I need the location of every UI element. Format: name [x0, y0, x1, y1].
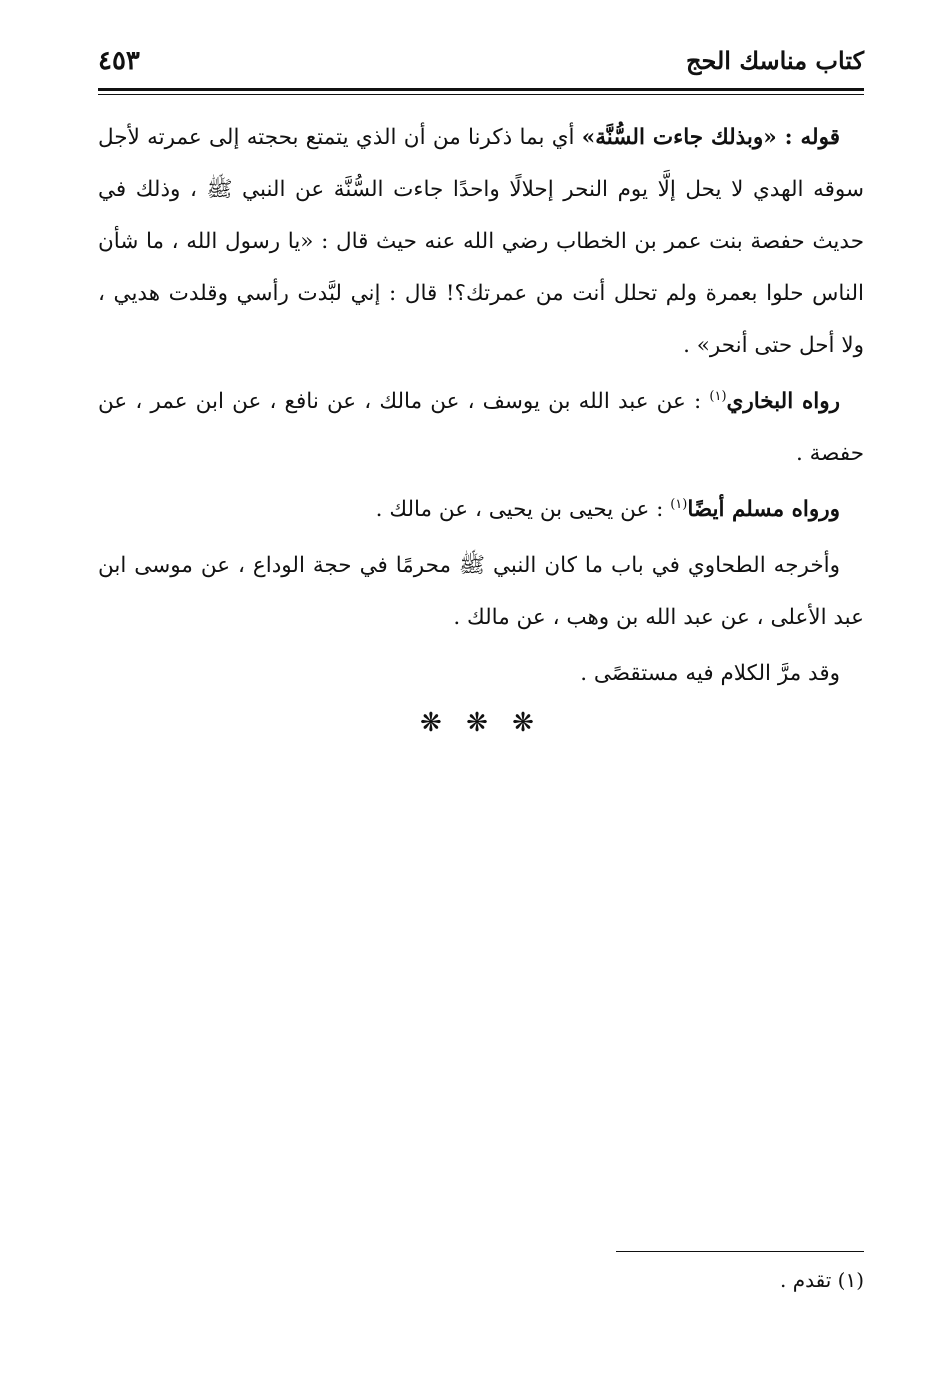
- main-text: [98, 112, 864, 700]
- footnote-rule: [616, 1251, 864, 1252]
- paragraph-text: : عن عبد الله بن يوسف ، عن مالك ، عن نافع ، عن ابن عمر ، عن حفصة .: [98, 389, 864, 466]
- paragraph-closing: [98, 648, 864, 700]
- footnote-marker: (١): [709, 388, 727, 404]
- section-separator: ❋ ❋ ❋: [420, 708, 542, 738]
- paragraph-text: وأخرجه الطحاوي في باب ما كان النبي ﷺ محرمًا في حجة الوداع ، عن موسى ابن عبد الأعلى ، عن عبد الله بن وهب ، عن مالك .: [98, 553, 864, 630]
- header-rule-thick: [98, 88, 864, 91]
- footnote: (١) تقدم .: [779, 1268, 864, 1292]
- paragraph-text: وقد مرَّ الكلام فيه مستقصًى .: [580, 661, 840, 686]
- paragraph-lead: قوله : «وبذلك جاءت السُّنَّة»: [581, 125, 840, 150]
- paragraph-muslim: [98, 484, 864, 536]
- header-rule-thin: [98, 94, 864, 95]
- paragraph-text: : عن يحيى بن يحيى ، عن مالك .: [375, 497, 671, 522]
- paragraph-text: أي بما ذكرنا من أن الذي يتمتع بحجته إلى عمرته لأجل سوقه الهدي لا يحل إلَّا يوم النحر إحلالًا واحدًا جاءت السُّنَّة عن النبي ﷺ ، وذلك في حديث حفصة بنت عمر بن الخطاب رضي الله عنه حيث قال : «يا رسول الله ، ما شأن الناس حلوا بعمرة ولم تحلل أنت من عمرتك؟! قال : إني لبَّدت رأسي وقلدت هديي ، ولا أحل حتى أنحر» .: [98, 125, 864, 358]
- paragraph-lead: ورواه مسلم أيضًا: [687, 497, 840, 522]
- footnote-marker: (١): [670, 496, 688, 512]
- paragraph-commentary: [98, 112, 864, 372]
- paragraph-bukhari: [98, 376, 864, 480]
- paragraph-lead: رواه البخاري: [726, 389, 840, 414]
- book-page: [98, 0, 864, 1378]
- running-title: كتاب مناسك الحج: [686, 46, 864, 75]
- paragraph-tahawi: [98, 540, 864, 644]
- page-header: [98, 40, 864, 82]
- page-number: ٤٥٣: [98, 46, 140, 76]
